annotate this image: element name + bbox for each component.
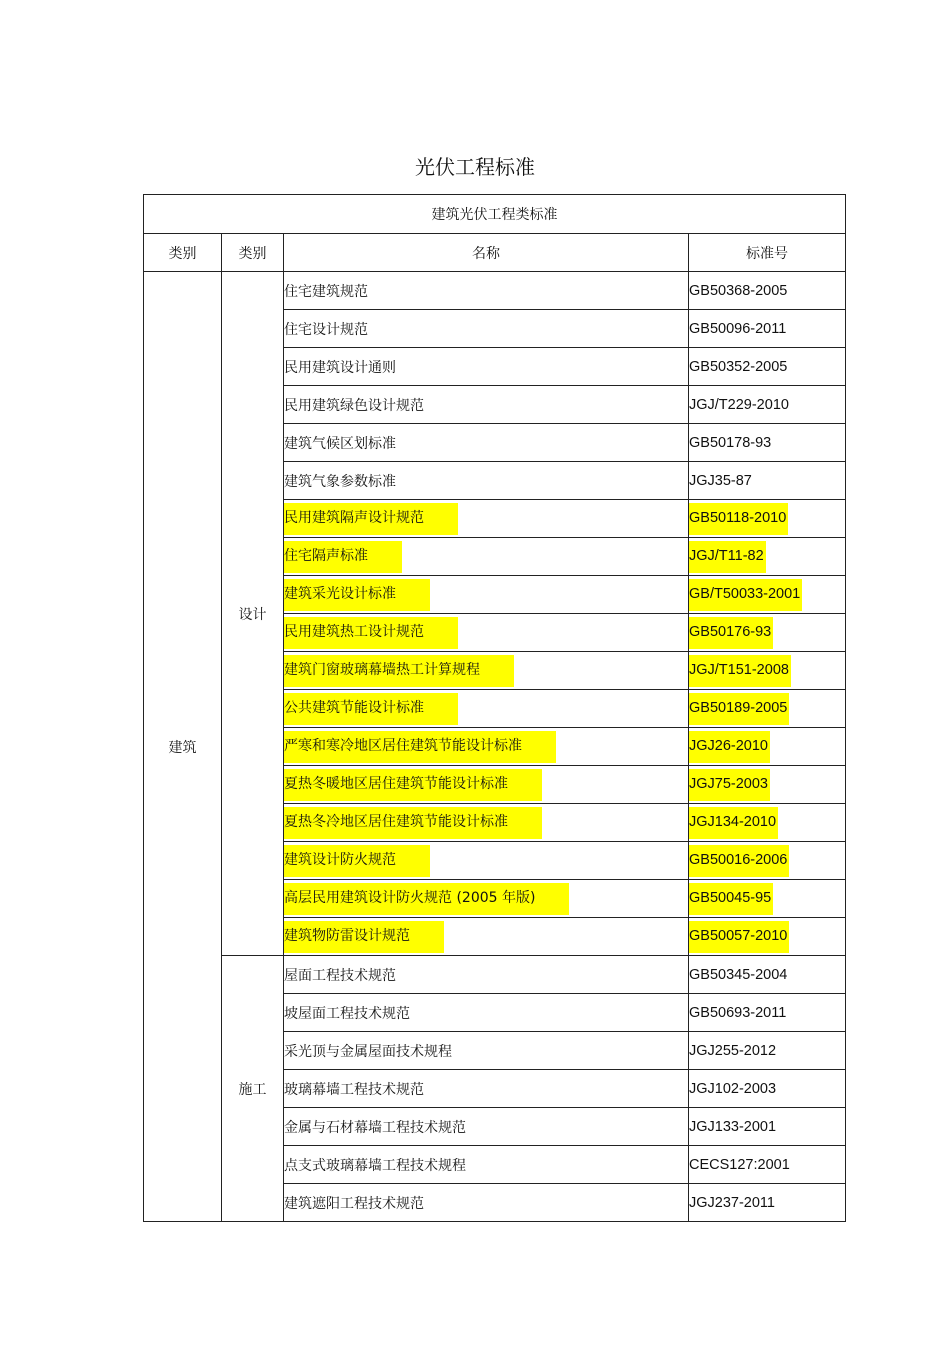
standard-name-cell xyxy=(284,652,689,690)
header-category-1: 类别 xyxy=(144,234,222,272)
standard-code-cell: JGJ/T229-2010 xyxy=(689,386,846,424)
standard-name-cell xyxy=(284,538,689,576)
standard-code-cell: JGJ35-87 xyxy=(689,462,846,500)
standard-code-cell: GB50693-2011 xyxy=(689,994,846,1032)
standard-name-cell: 玻璃幕墙工程技术规范 xyxy=(284,1070,689,1108)
table-row xyxy=(144,956,846,994)
standard-code-cell: JGJ133-2001 xyxy=(689,1108,846,1146)
standard-name-cell: 点支式玻璃幕墙工程技术规程 xyxy=(284,1146,689,1184)
standard-code-cell xyxy=(689,918,846,956)
standard-code-cell: GB50096-2011 xyxy=(689,310,846,348)
standard-name-cell xyxy=(284,728,689,766)
standard-name-cell xyxy=(284,880,689,918)
category-level2-cell: 施工 xyxy=(222,956,284,1222)
standard-name-cell xyxy=(284,842,689,880)
standard-code-cell: GB50352-2005 xyxy=(689,348,846,386)
highlighted-standard-name: 高层民用建筑设计防火规范 (2005 年版) xyxy=(284,883,569,915)
highlighted-standard-name: 严寒和寒冷地区居住建筑节能设计标准 xyxy=(284,731,556,763)
highlighted-standard-name: 建筑采光设计标准 xyxy=(284,579,430,611)
standard-code-cell xyxy=(689,766,846,804)
standard-name-cell: 采光顶与金属屋面技术规程 xyxy=(284,1032,689,1070)
standard-name-cell xyxy=(284,576,689,614)
standard-code-cell xyxy=(689,614,846,652)
highlighted-standard-code: GB50057-2010 xyxy=(689,921,789,953)
standard-name-cell xyxy=(284,804,689,842)
standard-name-cell: 建筑气象参数标准 xyxy=(284,462,689,500)
standard-code-cell xyxy=(689,804,846,842)
highlighted-standard-code: JGJ/T151-2008 xyxy=(689,655,791,687)
highlighted-standard-name: 建筑门窗玻璃幕墙热工计算规程 xyxy=(284,655,514,687)
standard-name-cell: 屋面工程技术规范 xyxy=(284,956,689,994)
highlighted-standard-code: JGJ26-2010 xyxy=(689,731,770,763)
document-title: 光伏工程标准 xyxy=(415,155,535,179)
standard-name-cell: 建筑遮阳工程技术规范 xyxy=(284,1184,689,1222)
category-level1-cell: 建筑 xyxy=(144,272,222,1222)
highlighted-standard-code: JGJ134-2010 xyxy=(689,807,778,839)
standard-name-cell xyxy=(284,500,689,538)
header-name: 名称 xyxy=(284,234,689,272)
standard-code-cell: CECS127:2001 xyxy=(689,1146,846,1184)
standard-code-cell: GB50345-2004 xyxy=(689,956,846,994)
header-row xyxy=(144,234,846,272)
highlighted-standard-name: 公共建筑节能设计标准 xyxy=(284,693,458,725)
highlighted-standard-name: 夏热冬冷地区居住建筑节能设计标准 xyxy=(284,807,542,839)
highlighted-standard-code: GB50016-2006 xyxy=(689,845,789,877)
standard-code-cell: JGJ255-2012 xyxy=(689,1032,846,1070)
standard-code-cell xyxy=(689,728,846,766)
standard-code-cell xyxy=(689,652,846,690)
highlighted-standard-name: 民用建筑热工设计规范 xyxy=(284,617,458,649)
standard-code-cell: GB50178-93 xyxy=(689,424,846,462)
standards-table xyxy=(143,194,846,1222)
highlighted-standard-code: GB50118-2010 xyxy=(689,503,788,535)
header-category-2: 类别 xyxy=(222,234,284,272)
highlighted-standard-name: 建筑物防雷设计规范 xyxy=(284,921,444,953)
standard-name-cell: 建筑气候区划标准 xyxy=(284,424,689,462)
standard-name-cell xyxy=(284,918,689,956)
highlighted-standard-name: 建筑设计防火规范 xyxy=(284,845,430,877)
highlighted-standard-code: GB50176-93 xyxy=(689,617,773,649)
standard-code-cell xyxy=(689,538,846,576)
highlighted-standard-code: GB50045-95 xyxy=(689,883,773,915)
standard-code-cell xyxy=(689,880,846,918)
standard-code-cell xyxy=(689,842,846,880)
standard-name-cell: 坡屋面工程技术规范 xyxy=(284,994,689,1032)
highlighted-standard-code: GB/T50033-2001 xyxy=(689,579,802,611)
category-level2-cell: 设计 xyxy=(222,272,284,956)
standard-name-cell: 民用建筑设计通则 xyxy=(284,348,689,386)
highlighted-standard-name: 夏热冬暖地区居住建筑节能设计标准 xyxy=(284,769,542,801)
standard-name-cell: 住宅建筑规范 xyxy=(284,272,689,310)
standard-name-cell xyxy=(284,614,689,652)
standard-code-cell xyxy=(689,576,846,614)
highlighted-standard-name: 民用建筑隔声设计规范 xyxy=(284,503,458,535)
highlighted-standard-code: JGJ75-2003 xyxy=(689,769,770,801)
highlighted-standard-code: GB50189-2005 xyxy=(689,693,789,725)
table-caption: 建筑光伏工程类标准 xyxy=(144,195,846,234)
highlighted-standard-code: JGJ/T11-82 xyxy=(689,541,766,573)
table-row xyxy=(144,272,846,310)
standard-name-cell: 金属与石材幕墙工程技术规范 xyxy=(284,1108,689,1146)
header-code: 标准号 xyxy=(689,234,846,272)
table-caption-row xyxy=(144,195,846,234)
standard-code-cell xyxy=(689,690,846,728)
standard-name-cell xyxy=(284,690,689,728)
standard-code-cell xyxy=(689,500,846,538)
standard-code-cell: GB50368-2005 xyxy=(689,272,846,310)
highlighted-standard-name: 住宅隔声标准 xyxy=(284,541,402,573)
standard-name-cell: 民用建筑绿色设计规范 xyxy=(284,386,689,424)
standard-name-cell xyxy=(284,766,689,804)
standard-code-cell: JGJ102-2003 xyxy=(689,1070,846,1108)
standard-name-cell: 住宅设计规范 xyxy=(284,310,689,348)
standard-code-cell: JGJ237-2011 xyxy=(689,1184,846,1222)
